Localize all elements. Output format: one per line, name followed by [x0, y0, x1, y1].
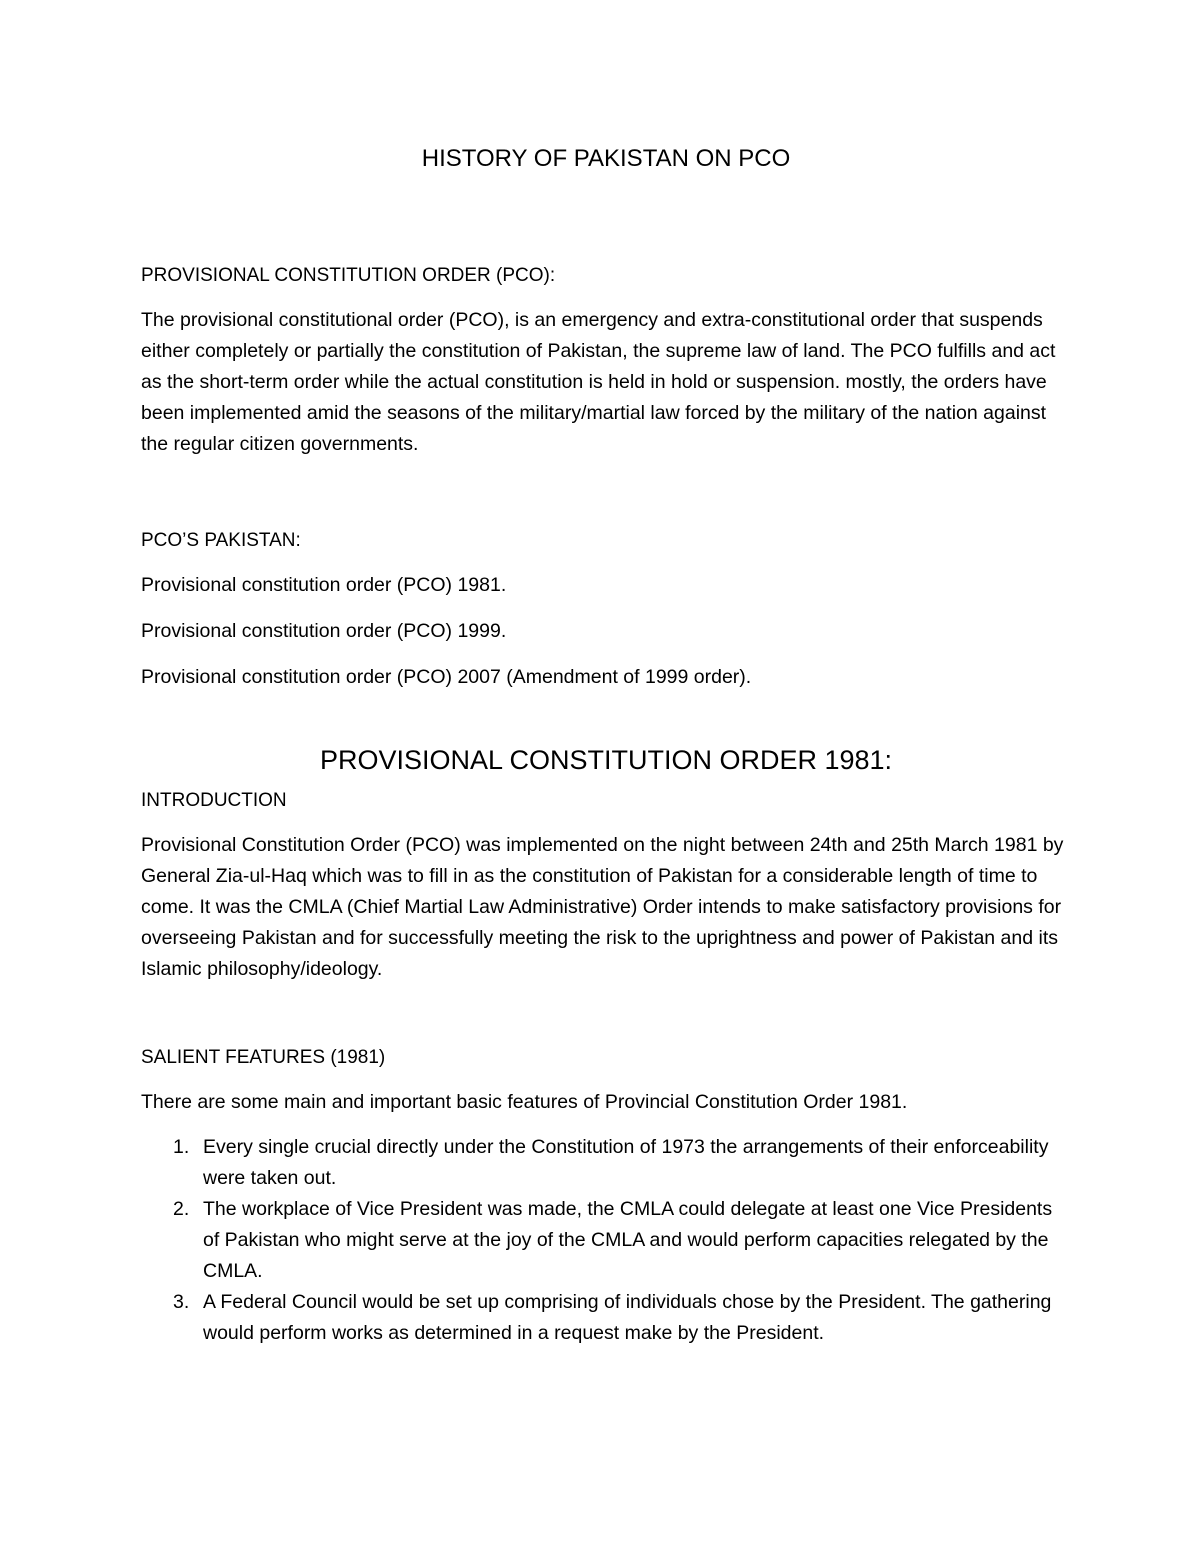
pcos-item-2007: Provisional constitution order (PCO) 2007 (Amendment of 1999 order). — [141, 666, 752, 688]
list-item — [141, 1194, 1071, 1287]
list-item-text: Every single crucial directly under the Constitution of 1973 the arrangements of their enforceability were taken out. — [203, 1136, 1049, 1189]
salient-features-heading: SALIENT FEATURES (1981) — [141, 1047, 386, 1068]
list-item-text: A Federal Council would be set up comprising of individuals chose by the President. The gathering would perform works as determined in a request make by the President. — [203, 1291, 1052, 1344]
document-content — [141, 145, 1071, 1349]
pco-paragraph: The provisional constitutional order (PCO), is an emergency and extra-constitutional order that suspends either completely or partially the constitution of Pakistan, the supreme law of land. The PCO fulfills and act as the short-term order while the actual constitution is held in hold or suspension. mostly, the orders have been implemented amid the seasons of the military/martial law forced by the military of the nation against the regular citizen governments. — [141, 309, 1056, 455]
introduction-paragraph: Provisional Constitution Order (PCO) was implemented on the night between 24th and 25th March 1981 by General Zia-ul-Haq which was to fill in as the constitution of Pakistan for a considerable length of time to come. It was the CMLA (Chief Martial Law Administrative) Order intends to make satisfactory provisions for overseeing Pakistan and for successfully meeting the risk to the uprightness and power of Pakistan and its Islamic philosophy/ideology. — [141, 834, 1064, 980]
introduction-heading: INTRODUCTION — [141, 790, 287, 811]
list-item-text: The workplace of Vice President was made, the CMLA could delegate at least one Vice Presidents of Pakistan who might serve at the joy of the CMLA and would perform capacities relegated by the CMLA. — [203, 1198, 1053, 1282]
pco-1981-heading: PROVISIONAL CONSTITUTION ORDER 1981: — [319, 745, 893, 775]
list-item — [141, 1132, 1071, 1194]
list-item-number: 3. — [173, 1291, 190, 1313]
salient-features-list — [141, 1132, 1071, 1349]
list-item-number: 1. — [173, 1136, 190, 1158]
list-item-number: 2. — [173, 1198, 190, 1220]
pcos-item-1981: Provisional constitution order (PCO) 1981. — [141, 574, 507, 596]
document-title: HISTORY OF PAKISTAN ON PCO — [421, 145, 791, 172]
pco-heading: PROVISIONAL CONSTITUTION ORDER (PCO): — [141, 265, 556, 286]
pcos-item-1999: Provisional constitution order (PCO) 1999. — [141, 620, 507, 642]
pcos-pakistan-heading: PCO’S PAKISTAN: — [141, 530, 301, 551]
salient-features-intro: There are some main and important basic features of Provincial Constitution Order 1981. — [141, 1091, 908, 1113]
list-item — [141, 1287, 1071, 1349]
